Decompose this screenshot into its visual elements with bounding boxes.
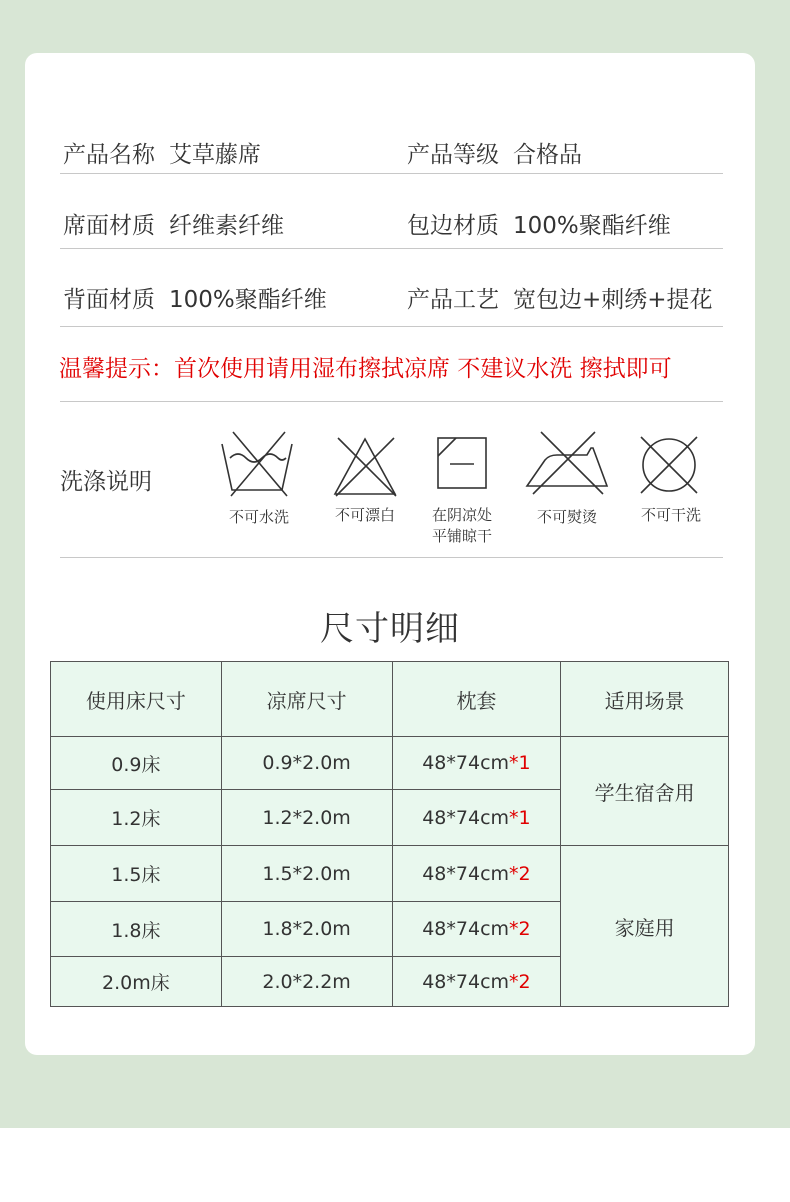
mat-size: 1.2*2.0m [221,790,392,846]
pillow-size: 48*74cm*1 [392,790,561,846]
table-header: 使用床尺寸 [51,662,222,737]
divider [60,557,723,558]
pillow-qty: *2 [509,862,531,885]
no-iron-icon [525,430,611,496]
bed-size: 2.0m床 [51,957,222,1007]
spec-value: 合格品 [513,142,582,168]
wash-label: 不可熨烫 [536,508,597,526]
mat-size: 1.5*2.0m [221,846,392,902]
spec-row-3 [60,248,723,327]
mat-size: 1.8*2.0m [221,902,392,957]
pillow-size: 48*74cm*1 [392,737,561,790]
spec-key: 席面材质 [63,213,155,239]
pillow-qty: *1 [509,806,531,829]
care-tip: 温馨提示：首次使用请用湿布擦拭凉席 不建议水洗 擦拭即可 [59,356,672,382]
pillow-size: 48*74cm*2 [392,957,561,1007]
table-row [51,846,729,902]
wash-label: 在阴凉处 平铺晾干 [431,506,492,545]
shade-flat-dry-icon [436,436,488,490]
spec-row-1 [60,53,723,174]
wash-label: 不可漂白 [334,506,395,524]
wash-title: 洗涤说明 [60,469,152,495]
spec-key: 包边材质 [407,213,499,239]
spec-key: 背面材质 [63,287,155,313]
scene: 学生宿舍用 [561,737,729,846]
spec-value: 宽包边+刺绣+提花 [513,287,713,313]
size-table [50,661,729,1007]
spec-card [25,53,755,1055]
table-header-row [51,662,729,737]
pillow-size: 48*74cm*2 [392,902,561,957]
spec-value: 艾草藤席 [169,142,261,168]
pillow-qty: *1 [509,752,531,774]
bed-size: 0.9床 [51,737,222,790]
spec-key: 产品名称 [63,142,155,168]
no-bleach-icon [332,434,398,498]
divider [60,401,723,402]
spec-row-2 [60,173,723,249]
mat-size: 0.9*2.0m [221,737,392,790]
table-header: 枕套 [392,662,561,737]
bed-size: 1.8床 [51,902,222,957]
wash-label: 不可干洗 [640,506,701,524]
pillow-qty: *2 [509,918,531,940]
pillow-qty: *2 [509,970,531,993]
table-row [51,737,729,790]
spec-value: 100%聚酯纤维 [169,287,327,313]
bed-size: 1.2床 [51,790,222,846]
size-title: 尺寸明细 [320,609,460,649]
spec-value: 100%聚酯纤维 [513,213,671,239]
table-header: 适用场景 [561,662,729,737]
bed-size: 1.5床 [51,846,222,902]
wash-label: 不可水洗 [228,508,289,526]
spec-key: 产品等级 [407,142,499,168]
no-dry-clean-icon [638,434,700,496]
no-wash-icon [219,430,295,500]
pillow-size: 48*74cm*2 [392,846,561,902]
spec-value: 纤维素纤维 [169,213,284,239]
scene: 家庭用 [561,846,729,1007]
table-header: 凉席尺寸 [221,662,392,737]
spec-key: 产品工艺 [407,287,499,313]
mat-size: 2.0*2.2m [221,957,392,1007]
